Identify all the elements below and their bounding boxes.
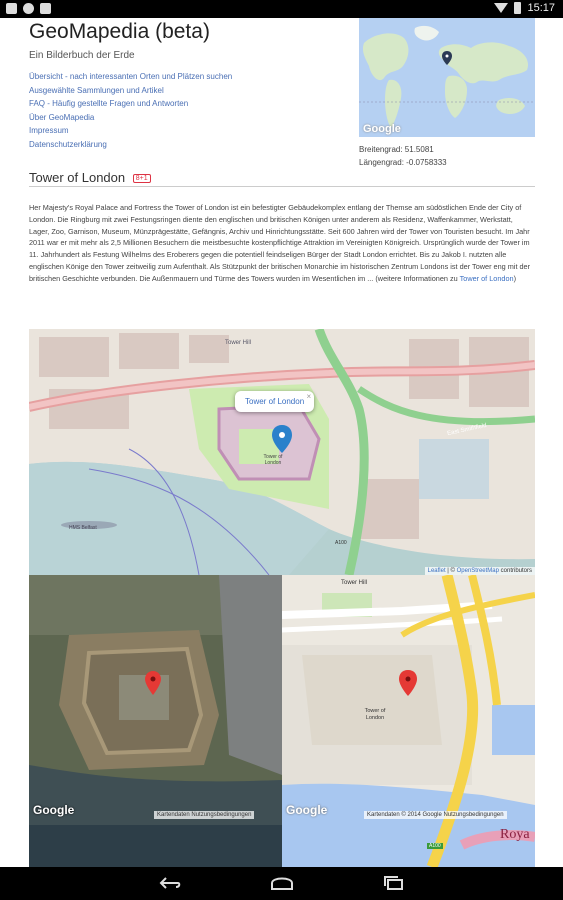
gmap-label-a100: A100 [429, 843, 441, 849]
satellite-google-logo: Google [33, 803, 75, 817]
gmap-kartendaten[interactable]: Kartendaten © 2014 Google [367, 812, 442, 818]
satellite-map[interactable] [29, 575, 282, 867]
osm-map[interactable] [29, 329, 535, 575]
gmap-label-tower-of-london: Tower of London [364, 708, 386, 721]
satellite-attribution [154, 811, 254, 819]
osm-popup [235, 391, 314, 412]
article-title [29, 170, 151, 185]
status-bar [0, 0, 563, 18]
satellite-kartendaten[interactable]: Kartendaten [157, 812, 190, 818]
minimap-google-logo: Google [363, 123, 401, 135]
osm-label-tower-of-london: Tower of London [263, 454, 283, 466]
nav-link-privacy[interactable]: Datenschutzerklärung [29, 139, 107, 149]
attribution-separator: | © [445, 568, 457, 574]
page-subtitle: Ein Bilderbuch der Erde [29, 50, 135, 61]
wifi-icon [494, 3, 508, 13]
article-description [29, 202, 535, 285]
osm-label-hms-belfast: HMS Belfast [69, 525, 97, 531]
gmap-label-tower-hill: Tower Hill [341, 580, 368, 586]
navigation-bar [0, 867, 563, 900]
world-minimap[interactable] [359, 18, 535, 137]
divider [29, 186, 535, 187]
gmap-terms[interactable]: Nutzungsbedingungen [443, 812, 504, 818]
osm-label-tower-hill: Tower Hill [225, 340, 252, 346]
osm-label-east-smithfield: East Smithfield [446, 422, 488, 438]
nav-link-overview[interactable]: Übersicht - nach interessanten Orten und Plätzen suchen [29, 72, 233, 81]
latitude: Breitengrad: 51.5081 [359, 145, 434, 154]
nav-link-collections[interactable]: Ausgewählte Sammlungen und Artikel [29, 85, 164, 95]
attribution-contributors: contributors [498, 568, 532, 574]
leaflet-link[interactable]: Leaflet [427, 568, 446, 574]
gmap-label-royal: Roya [500, 827, 530, 842]
nav-link-imprint[interactable]: Impressum [29, 126, 69, 135]
home-icon [270, 875, 294, 891]
description-text: Her Majesty's Royal Palace and Fortress the Tower of London ist ein befestigter Gebäudekomplex entlang der Themse am südöstlichen Ende der City of London. Die Ringburg mit zwei Festungsringen diente den englischen und britischen Königen unter anderem als Residenz, Waffenkammer, Werkstatt, Lager, Zoo, Garnison, Museum, Münzprägestätte, Gefängnis, Archiv und Hinrichtungsstätte. Seit 600 Jahren wird der Tower von Touristen besucht. Im Jahr 2011 war er mit mehr als 2,5 Millionen Besuchern die meistbesuchte kostenpflichtige Attraktion im Vereinigten Königreich. Ursprünglich wurde der Tower im 11. Jahrhundert als Festung Wilhelms des Eroberers gegen die potentiell feindseligen Bürger der Stadt London errichtet. Bis zu Jakob I. nutzten alle englischen Könige den Tower zeitweilig zum Aufenthalt. Als Stützpunkt der britischen Monarchie im historischen Zentrum Londons ist der Tower eng mit der britischen Geschichte verbunden. Die Außenmauern und Türme des Towers wurden im Wesentlichen im ... (weitere Informationen zu [29, 203, 531, 283]
clock: 15:17 [527, 2, 555, 14]
satellite-terms[interactable]: Nutzungsbedingungen [191, 812, 252, 818]
page-title: GeoMapedia (beta) [29, 20, 210, 43]
download-notification-icon [40, 3, 51, 14]
back-icon [158, 875, 182, 891]
osm-popup-text[interactable]: Tower of London [245, 397, 305, 406]
coordinates [359, 144, 447, 169]
gplus-button[interactable]: 8+1 [133, 174, 151, 183]
recent-apps-icon [382, 875, 406, 891]
gmap-google-logo: Google [286, 803, 328, 817]
page-content [29, 18, 535, 867]
popup-close-icon[interactable]: × [306, 392, 312, 401]
longitude: Längengrad: -0.0758333 [359, 157, 447, 167]
android-notification-icon [23, 3, 34, 14]
osm-attribution [425, 567, 535, 575]
osm-link[interactable]: OpenStreetMap [456, 568, 499, 574]
description-closing: ) [513, 273, 517, 283]
nav-link-faq[interactable]: FAQ - Häufig gestellte Fragen und Antworten [29, 99, 189, 108]
gmap-attribution [364, 811, 507, 819]
recent-apps-button[interactable] [382, 875, 406, 891]
nav-links [29, 70, 232, 151]
osm-label-a100: A100 [335, 540, 347, 546]
google-road-map[interactable] [282, 575, 535, 867]
nav-link-about[interactable]: Über GeoMapedia [29, 112, 95, 122]
home-button[interactable] [270, 875, 294, 891]
article-title-text: Tower of London [29, 170, 126, 185]
back-button[interactable] [158, 875, 182, 891]
gallery-notification-icon [6, 3, 17, 14]
battery-icon [514, 2, 521, 14]
more-info-link[interactable]: Tower of London [459, 273, 514, 283]
